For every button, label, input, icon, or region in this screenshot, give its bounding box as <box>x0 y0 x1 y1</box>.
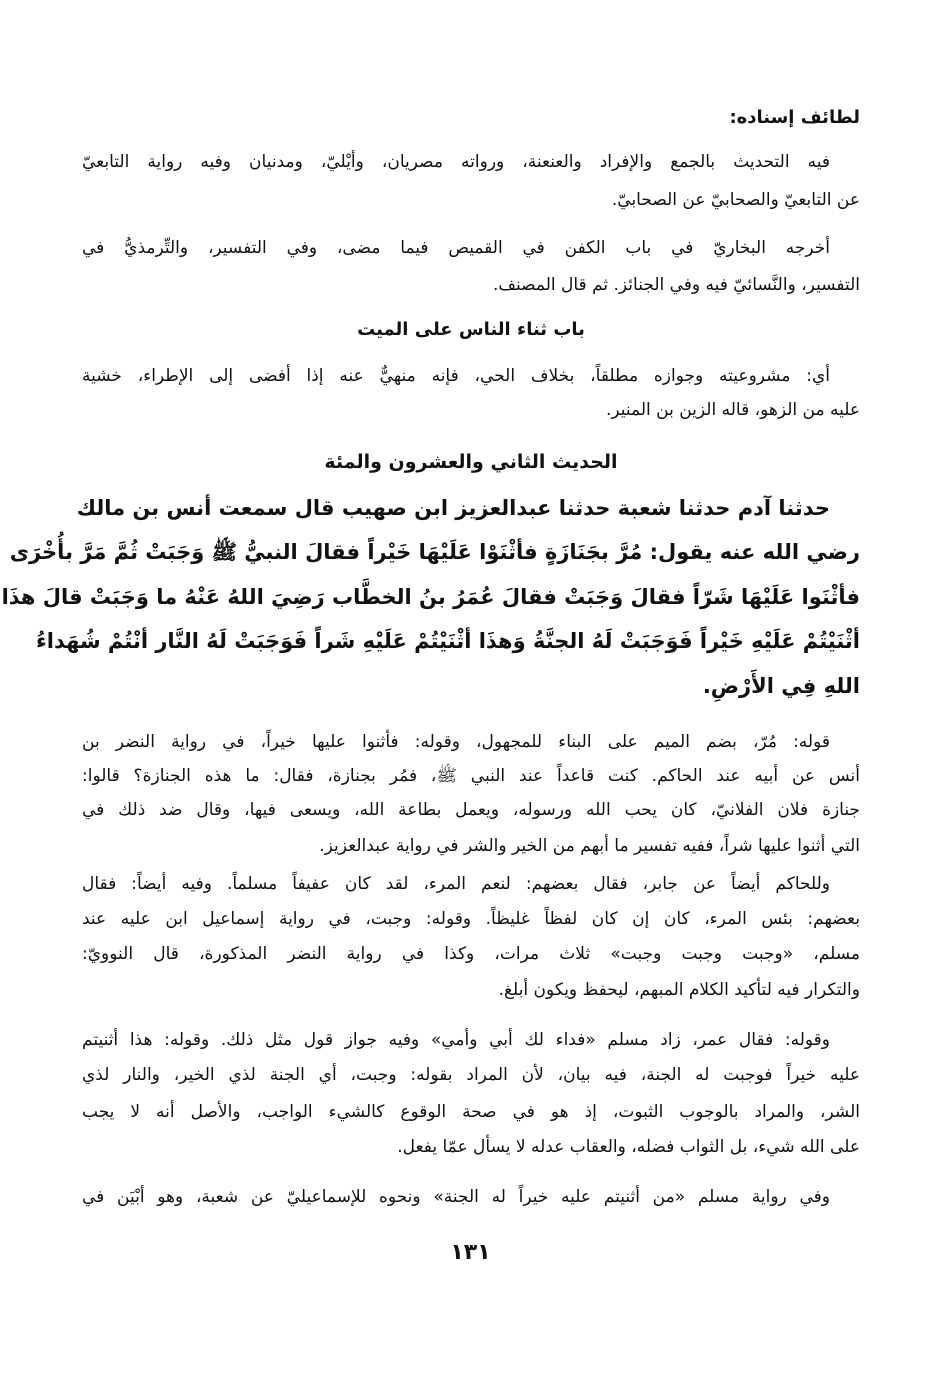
text-line: عليه خيراً فوجبت له الجنة، فيه بيان، لأن المراد بقوله: وجبت، أي الجنة لذي الخير، والنار لذي <box>82 1065 860 1085</box>
text-line: عن التابعيّ والصحابيّ عن الصحابيّ. <box>611 190 860 210</box>
text-line: أنس عن أبيه عند الحاكم. كنت قاعداً عند النبي ﷺ، فمُر بجنازة، فقال: ما هذه الجنازة؟ قالوا: <box>82 766 860 786</box>
section-heading-isnad: لطائف إسناده: <box>729 107 860 128</box>
text-line: وللحاكم أيضاً عن جابر، فقال بعضهم: لنعم المرء، لقد كان عفيفاً مسلماً. وفيه أيضاً: فقال <box>82 874 830 894</box>
text-line: جنازة فلان الفلانيّ، كان يحب الله ورسوله، ويعمل بطاعة الله، ويسعى فيها، وقال ضد ذلك في <box>82 800 860 820</box>
text-line: التي أثنوا عليها شراً، ففيه تفسير ما أبهم من الخير والشر في رواية عبدالعزيز. <box>319 836 860 856</box>
text-line: بعضهم: بئس المرء، كان إن كان لفظاً غليظاً. وقوله: وجبت، في رواية إسماعيل ابن عليه عند <box>82 909 860 929</box>
text-line: عليه من الزهو، قاله الزين بن المنير. <box>605 400 860 420</box>
text-line: الشر، والمراد بالوجوب الثبوت، إذ هو في صحة الوقوع كالشيء الواجب، والأصل أنه لا يجب <box>82 1102 860 1122</box>
text-line: وفي رواية مسلم «من أثنيتم عليه خيراً له الجنة» ونحوه للإسماعيليّ عن شعبة، وهو أبْيَن في <box>82 1187 830 1207</box>
text-line: والتكرار فيه لتأكيد الكلام المبهم، ليحفظ ويكون أبلغ. <box>498 980 860 1000</box>
text-line: أخرجه البخاريّ في باب الكفن في القميص فيما مضى، وفي التفسير، والتِّرمذيُّ في <box>82 238 830 258</box>
hadith-line: اللهِ فِي الأَرْضِ. <box>702 674 860 698</box>
hadith-heading: الحديث الثاني والعشرون والمئة <box>324 451 618 473</box>
chapter-heading: باب ثناء الناس على الميت <box>357 319 585 340</box>
page-number: ١٣١ <box>450 1240 491 1265</box>
hadith-line: فأثْنَوا عَلَيْهَا شَرّاً فقالَ وَجَبَتْ فقالَ عُمَرُ بنُ الخطَّاب رَضِيَ اللهُ عَنْهُ ما وَجَبَتْ قالَ هذَا <box>1 585 860 609</box>
text-line: على الله شيء، بل الثواب فضله، والعقاب عدله لا يسأل عمّا يفعل. <box>397 1137 860 1157</box>
text-line: مسلم، «وجبت وجبت وجبت» ثلاث مرات، وكذا في رواية النضر المذكورة، قال النوويّ: <box>82 944 860 964</box>
text-line: فيه التحديث بالجمع والإفراد والعنعنة، ورواته مصريان، وأيْليّ، ومدنيان وفيه رواية التابعيّ <box>82 152 830 172</box>
text-line: قوله: مُرّ، بضم الميم على البناء للمجهول، وقوله: فأثنوا عليها خيراً، في رواية النضر بن <box>82 732 830 752</box>
text-line: التفسير، والنَّسائيّ فيه وفي الجنائز. ثم قال المصنف. <box>493 275 860 295</box>
text-line: أي: مشروعيته وجوازه مطلقاً، بخلاف الحي، فإنه منهيٌّ عنه إذا أفضى إلى الإطراء، خشية <box>82 366 830 386</box>
hadith-line: أثْنَيْتُمْ عَلَيْهِ خَيْراً فَوَجَبَتْ لَهُ الجنَّةُ وَهذَا أثْنَيْتُمْ عَلَيْهِ شَراً فَوَجَبَتْ لَهُ النَّار أنْتُمْ شُهَداءُ <box>36 629 860 653</box>
hadith-line: حدثنا آدم حدثنا شعبة حدثنا عبدالعزيز ابن صهيب قال سمعت أنس بن مالك <box>76 496 830 520</box>
hadith-line: رضي الله عنه يقول: مُرَّ بجَنَازَةٍ فأثْنَوْا عَلَيْهَا خَيْراً فقالَ النبيُّ ﷺ وَجَبَتْ ثُمَّ مَرَّ بأُخْرَى <box>9 540 860 564</box>
text-line: وقوله: فقال عمر، زاد مسلم «فداء لك أبي وأمي» وفيه جواز قول مثل ذلك. وقوله: هذا أثنيتم <box>82 1030 830 1050</box>
